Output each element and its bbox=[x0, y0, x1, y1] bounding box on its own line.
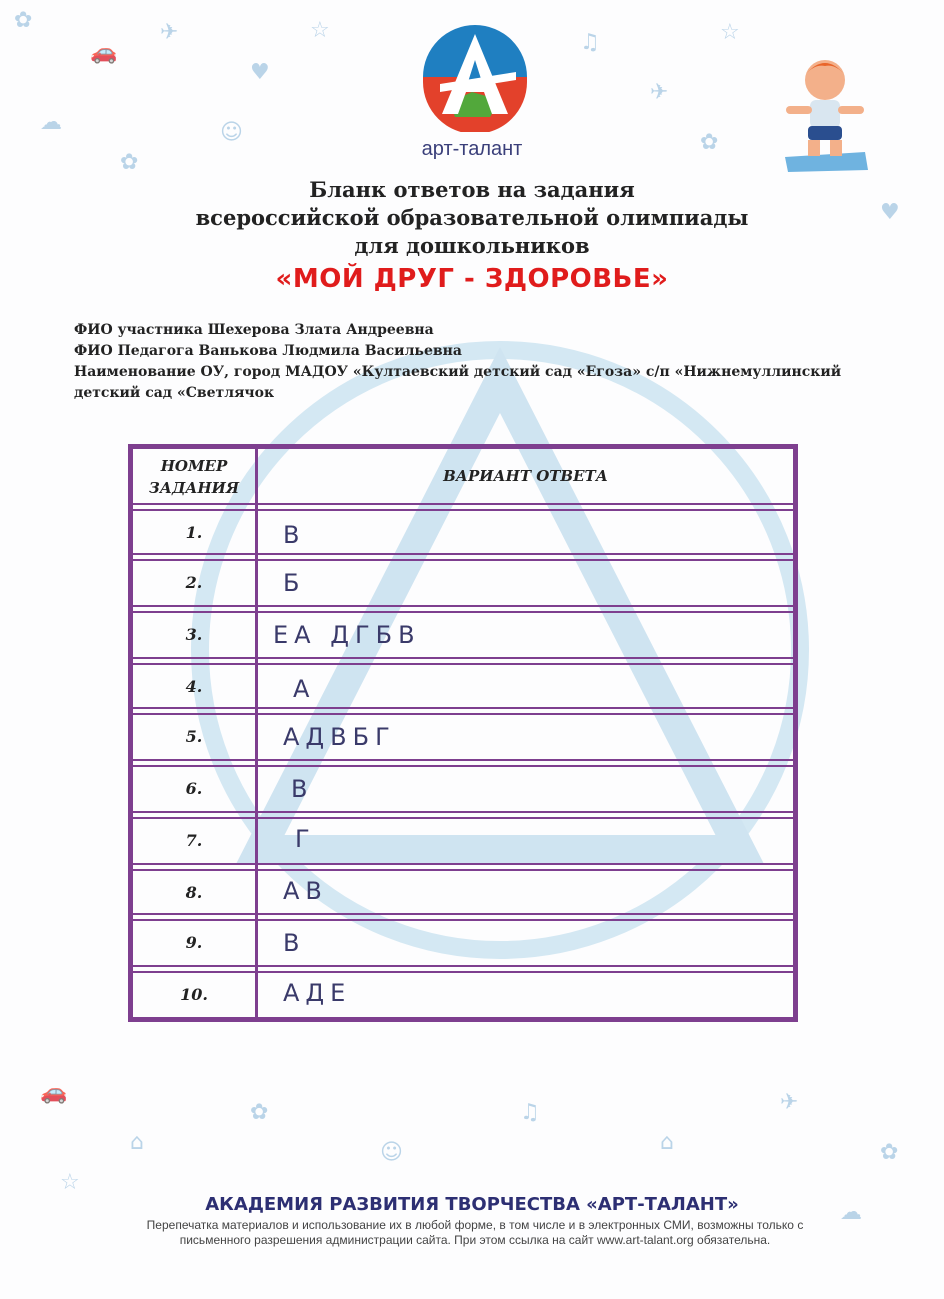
task-number: 2. bbox=[185, 573, 203, 592]
doodle-icon: ✈ bbox=[650, 80, 669, 105]
task-answer: Б bbox=[283, 569, 306, 597]
column-header-number-line1: НОМЕР bbox=[160, 457, 228, 475]
task-number: 1. bbox=[185, 523, 203, 542]
copyright-notice-line1: Перепечатка материалов и использование их в любой форме, в том числе и в электронных СМИ, возможны только с bbox=[146, 1218, 804, 1232]
doodle-icon: ♥ bbox=[250, 60, 270, 85]
copyright-notice bbox=[90, 1218, 860, 1248]
task-answer: ЕА ДГБВ bbox=[273, 621, 421, 649]
doodle-icon: ⌂ bbox=[660, 1130, 674, 1155]
doodle-icon: ✿ bbox=[250, 1100, 269, 1125]
doodle-icon: 🚗 bbox=[90, 40, 118, 65]
art-talant-logo-icon bbox=[420, 22, 530, 132]
column-header-answer: ВАРИАНТ ОТВЕТА bbox=[443, 467, 608, 485]
doodle-icon: ♫ bbox=[580, 30, 600, 55]
task-number: 4. bbox=[185, 677, 203, 696]
task-number: 6. bbox=[185, 779, 203, 798]
doodle-icon: ✿ bbox=[700, 130, 719, 155]
sheet-title-line3: для дошкольников bbox=[354, 233, 590, 258]
sheet-title-line2: всероссийской образовательной олимпиады bbox=[195, 205, 749, 230]
doodle-icon: ✿ bbox=[880, 1140, 899, 1165]
task-number: 8. bbox=[185, 883, 203, 902]
task-answer: АДВБГ bbox=[283, 723, 396, 751]
doodle-icon: ☆ bbox=[310, 18, 330, 43]
task-number: 3. bbox=[185, 625, 203, 644]
doodle-icon: ✈ bbox=[780, 1090, 799, 1115]
doodle-icon: ☆ bbox=[60, 1170, 80, 1195]
organization-line2: детский сад «Светлячок bbox=[74, 385, 275, 401]
task-answer: АВ bbox=[283, 877, 328, 905]
task-answer: АДЕ bbox=[283, 979, 352, 1007]
task-number: 5. bbox=[185, 727, 203, 746]
task-answer: А bbox=[293, 675, 316, 703]
doodle-icon: ✈ bbox=[160, 20, 179, 45]
answer-table bbox=[128, 444, 798, 1022]
task-answer: Г bbox=[295, 825, 316, 853]
task-number: 9. bbox=[185, 933, 203, 952]
table-column-divider bbox=[255, 449, 258, 1017]
academy-name: АКАДЕМИЯ РАЗВИТИЯ ТВОРЧЕСТВА «АРТ-ТАЛАНТ» bbox=[205, 1194, 739, 1215]
doodle-icon: ☁ bbox=[40, 110, 62, 135]
doodle-icon: 🚗 bbox=[40, 1080, 68, 1105]
doodle-icon: ♫ bbox=[520, 1100, 540, 1125]
column-header-number-line2: ЗАДАНИЯ bbox=[148, 479, 240, 497]
task-answer: В bbox=[291, 775, 314, 803]
doodle-icon: ✿ bbox=[14, 8, 33, 33]
doodle-icon: ⌂ bbox=[130, 1130, 144, 1155]
doodle-icon: ✿ bbox=[120, 150, 139, 175]
participant-info bbox=[74, 320, 854, 404]
task-number: 10. bbox=[180, 985, 208, 1004]
doodle-icon: ☺ bbox=[220, 120, 243, 145]
child-mascot-icon bbox=[780, 52, 870, 172]
sheet-title-line1: Бланк ответов на задания bbox=[309, 177, 635, 202]
task-number: 7. bbox=[185, 831, 203, 850]
task-answer: В bbox=[283, 521, 306, 549]
task-answer: В bbox=[283, 929, 306, 957]
participant-name: ФИО участника Шехерова Злата Андреевна bbox=[74, 322, 434, 338]
doodle-icon: ☆ bbox=[720, 20, 740, 45]
doodle-icon: ♥ bbox=[880, 200, 900, 225]
doodle-icon: ☁ bbox=[840, 1200, 862, 1225]
olympiad-name: «МОЙ ДРУГ - ЗДОРОВЬЕ» bbox=[275, 264, 669, 294]
doodle-icon: ☺ bbox=[380, 1140, 403, 1165]
organization-line1: Наименование ОУ, город МАДОУ «Култаевский детский сад «Егоза» с/п «Нижнемуллинский bbox=[74, 364, 842, 380]
column-header-number bbox=[133, 455, 255, 499]
brand-name: арт-талант bbox=[421, 138, 523, 160]
teacher-name: ФИО Педагога Ванькова Людмила Васильевна bbox=[74, 343, 462, 359]
copyright-notice-line2: письменного разрешения администрации сайта. При этом ссылка на сайт www.art-talant.org обязательна. bbox=[179, 1233, 771, 1247]
